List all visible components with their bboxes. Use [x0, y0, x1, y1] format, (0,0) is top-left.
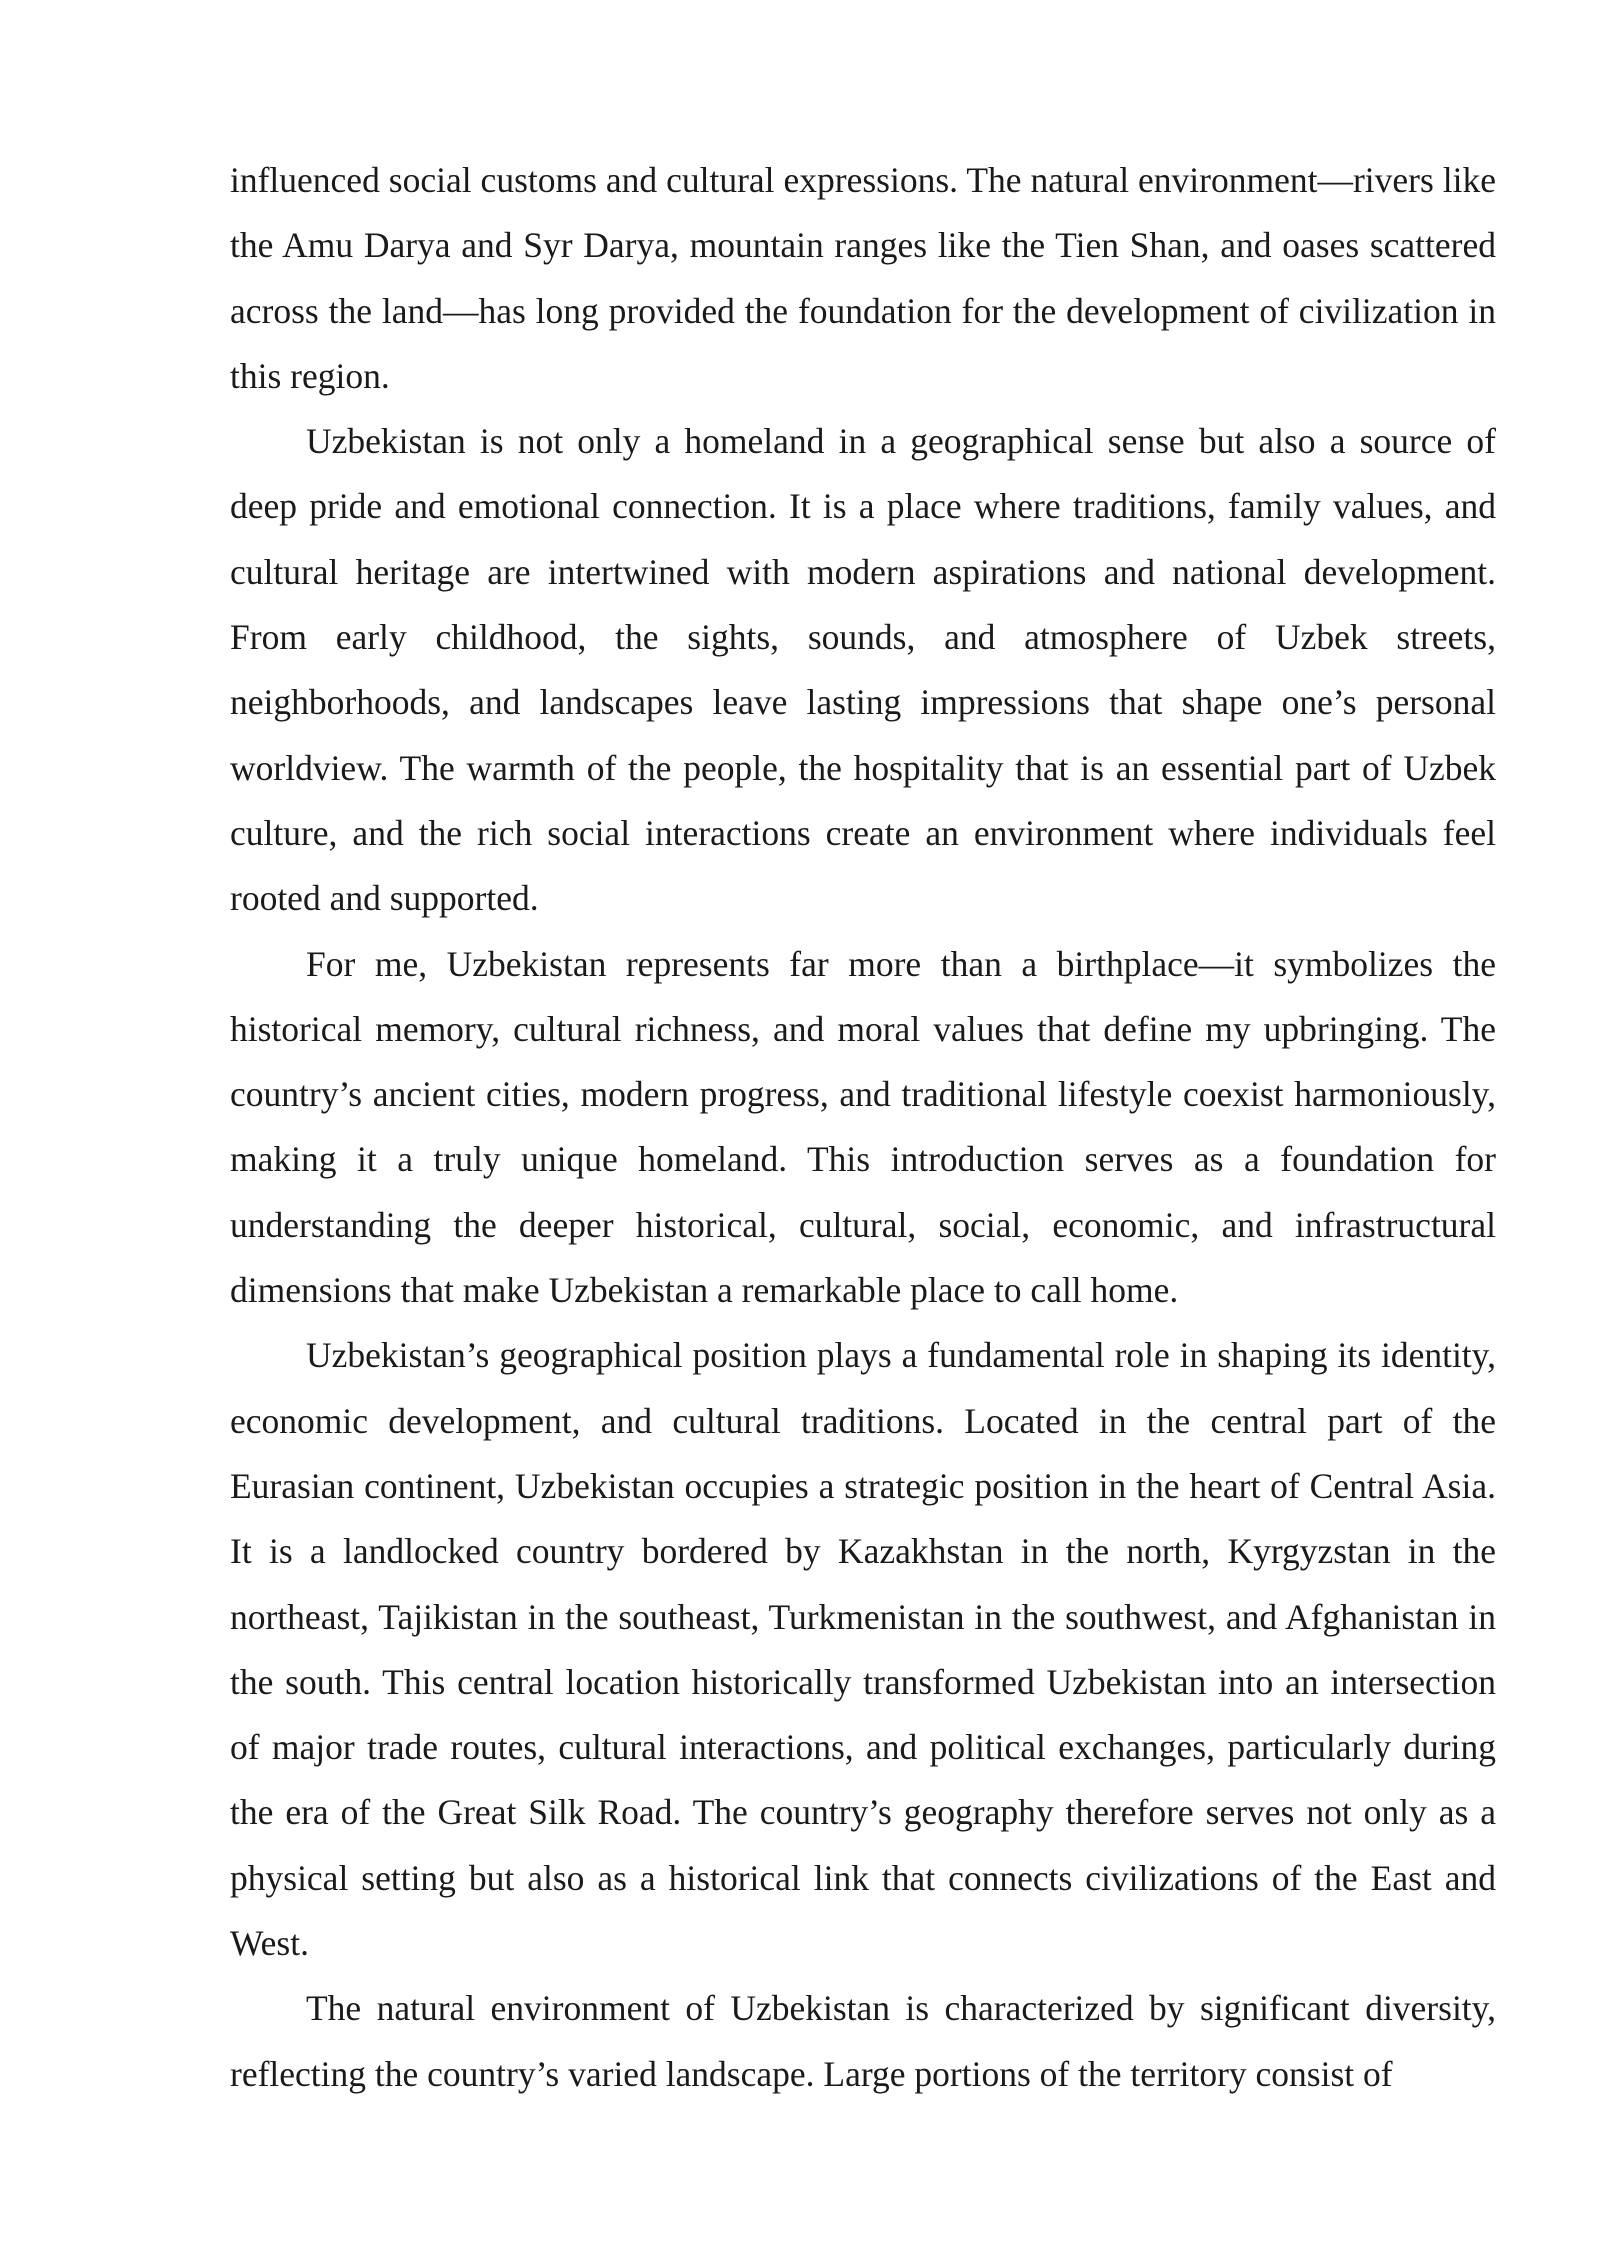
paragraph-3: For me, Uzbekistan represents far more than a birthplace—it symbolizes the historical memory, cultural richness, and moral values that define my upbringing. The country’s ancient cities, modern progress, and traditional lifestyle coexist harmoniously, making it a truly unique homeland. This introduction serves as a foundation for understanding the deeper historical, cultural, social, economic, and infrastructural dimensions that make Uzbekistan a remarkable place to call home.	[230, 943, 1496, 1311]
paragraph-5: The natural environment of Uzbekistan is characterized by significant diversity, reflecting the country’s varied landscape. Large portions of the territory consist of	[230, 1988, 1496, 2094]
paragraph-2: Uzbekistan is not only a homeland in a geographical sense but also a source of deep pride and emotional connection. It is a place where traditions, family values, and cultural heritage are intertwined with modern aspirations and national development. From early childhood, the sights, sounds, and atmosphere of Uzbek streets, neighborhoods, and landscapes leave lasting impressions that shape one’s personal worldview. The warmth of the people, the hospitality that is an essential part of Uzbek culture, and the rich social interactions create an environment where individuals feel rooted and supported.	[230, 421, 1496, 919]
paragraph-1: influenced social customs and cultural expressions. The natural environment—rivers like the Amu Darya and Syr Darya, mountain ranges like the Tien Shan, and oases scattered across the land—has long provided the foundation for the development of civilization in this region.	[230, 160, 1496, 396]
document-body	[230, 148, 1496, 2107]
paragraph-4: Uzbekistan’s geographical position plays a fundamental role in shaping its identity, economic development, and cultural traditions. Located in the central part of the Eurasian continent, Uzbekistan occupies a strategic position in the heart of Central Asia. It is a landlocked country bordered by Kazakhstan in the north, Kyrgyzstan in the northeast, Tajikistan in the southeast, Turkmenistan in the southwest, and Afghanistan in the south. This central location historically transformed Uzbekistan into an intersection of major trade routes, cultural interactions, and political exchanges, particularly during the era of the Great Silk Road. The country’s geography therefore serves not only as a physical setting but also as a historical link that connects civilizations of the East and West.	[230, 1335, 1496, 1964]
